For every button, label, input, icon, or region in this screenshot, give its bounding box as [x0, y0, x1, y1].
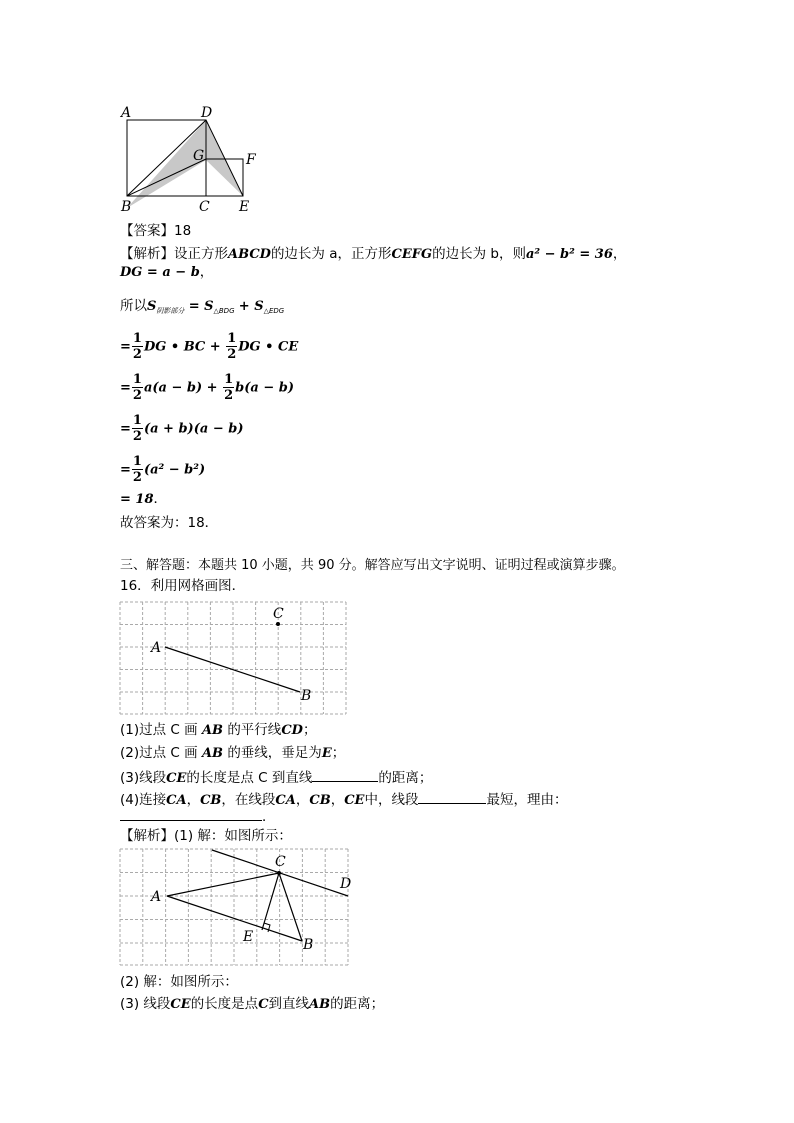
step-4	[120, 454, 205, 485]
analysis-text: ．	[153, 491, 168, 507]
grid2-label-e: E	[243, 929, 254, 945]
q-text: (4)连接	[120, 792, 167, 808]
math-step: b(a − b)	[235, 380, 294, 396]
subquestion-1	[120, 721, 316, 740]
math-ce: CE	[170, 997, 191, 1012]
frac-num: 1	[227, 331, 237, 346]
q-text: ，在线段	[221, 792, 276, 808]
math-ab: AB	[201, 723, 224, 738]
frac-den: 2	[132, 429, 142, 444]
math-ab: AB	[201, 746, 224, 761]
answer-blank[interactable]	[312, 767, 378, 782]
math-step: (a + b)(a − b)	[143, 421, 244, 437]
grid1-label-c: C	[273, 606, 284, 622]
analysis-text: ，	[612, 246, 627, 262]
math-cd: CD	[281, 723, 303, 738]
math-sub: △EDG	[263, 307, 285, 315]
math-eq1: a² − b² = 36	[525, 247, 613, 262]
frac-num: 1	[132, 413, 142, 428]
label-a: A	[121, 105, 132, 121]
math-c: C	[258, 997, 269, 1012]
q-text: ，	[186, 792, 201, 808]
frac-num: 1	[224, 372, 234, 387]
subquestion-4-reason	[120, 806, 276, 827]
frac-den: 2	[224, 388, 234, 403]
math-step: a(a − b) +	[143, 380, 223, 396]
solution-2: (2) 解：如图所示：	[120, 974, 238, 990]
label-g: G	[193, 148, 205, 164]
label-c: C	[199, 199, 210, 215]
q-text: ．	[262, 809, 276, 825]
solution-text: 到直线	[268, 996, 310, 1012]
solution-text: 的长度是点	[190, 996, 259, 1012]
answer-blank[interactable]	[418, 789, 486, 804]
grid2-label-a: A	[151, 889, 162, 905]
frac-num: 1	[132, 331, 142, 346]
segment-cb	[279, 873, 302, 941]
math-eq: = S	[188, 299, 214, 314]
q-text: (3)线段	[120, 770, 167, 786]
math-cb: CB	[200, 793, 222, 808]
label-d: D	[201, 105, 213, 121]
analysis-text: 所以	[120, 298, 147, 314]
math-plus: + S	[238, 299, 264, 314]
segment-ce	[262, 873, 279, 930]
step-1	[120, 331, 298, 362]
analysis-line-1	[120, 245, 626, 264]
frac-den: 2	[132, 470, 142, 485]
solution-text: 的距离；	[330, 996, 385, 1012]
math-eq: =	[120, 462, 131, 478]
answer-line	[120, 222, 191, 241]
point-c	[277, 871, 281, 875]
step-result	[120, 490, 167, 509]
grid2-label-c: C	[275, 854, 286, 870]
fraction	[226, 331, 237, 362]
analysis-text: 设正方形	[174, 246, 228, 262]
math-eq: =	[120, 339, 131, 355]
q-text: ；	[331, 745, 346, 761]
q-text: 的距离；	[378, 770, 433, 786]
math-cefg: CEFG	[391, 247, 433, 262]
q-text: ；	[302, 722, 317, 738]
solution-text: (3) 线段	[120, 996, 171, 1012]
analysis-text: ，	[199, 264, 214, 280]
grid2-label-b: B	[303, 937, 314, 953]
grid1-label-b: B	[301, 688, 312, 704]
math-sub: 阴影部分	[156, 307, 185, 315]
math-sub: △BDG	[213, 307, 235, 315]
reason-blank[interactable]	[120, 806, 262, 821]
math-eq: =	[120, 380, 131, 396]
math-result: = 18	[120, 492, 154, 507]
squares-figure	[115, 100, 265, 218]
fraction	[132, 331, 143, 362]
math-eq: =	[120, 421, 131, 437]
math-ce: CE	[166, 771, 187, 786]
solution-1	[120, 827, 292, 846]
frac-den: 2	[132, 388, 142, 403]
math-ce: CE	[344, 793, 365, 808]
math-ca: CA	[166, 793, 187, 808]
grid-figure-1	[118, 600, 350, 718]
step-2	[120, 372, 294, 403]
q-text: 的平行线	[227, 722, 282, 738]
q-text: 的长度是点 C 到直线	[186, 770, 313, 786]
frac-num: 1	[132, 372, 142, 387]
question-16: 16．利用网格画图．	[120, 578, 246, 594]
math-abcd: ABCD	[228, 247, 271, 262]
math-step: DG • BC +	[143, 339, 226, 355]
q-text: 最短，理由：	[486, 792, 568, 808]
q-text: 中，线段	[364, 792, 419, 808]
math-e: E	[321, 746, 332, 761]
math-step: DG • CE	[238, 339, 299, 355]
q-text: ，	[295, 792, 310, 808]
grid-lines	[120, 849, 348, 965]
grid-figure-2	[118, 846, 358, 968]
grid2-label-d: D	[340, 876, 352, 892]
frac-den: 2	[132, 347, 142, 362]
q-text: 的垂线，垂足为	[227, 745, 322, 761]
q-text: (2)过点 C 画	[120, 745, 198, 761]
point-c	[276, 622, 280, 626]
step-3	[120, 413, 243, 444]
solution-3	[120, 995, 384, 1014]
section-heading: 三、解答题：本题共 10 小题，共 90 分。解答应写出文字说明、证明过程或演算步骤。	[120, 558, 625, 573]
segment-ca	[167, 873, 279, 896]
solution-text: (1) 解：如图所示：	[174, 828, 292, 844]
answer-value: 18	[174, 223, 192, 239]
analysis-tag: 【解析】	[120, 246, 174, 262]
math-step: (a² − b²)	[143, 462, 206, 478]
fraction	[132, 372, 143, 403]
fraction	[223, 372, 234, 403]
answer-tag: 【答案】	[120, 223, 174, 239]
label-e: E	[239, 199, 250, 215]
solution-tag: 【解析】	[120, 828, 174, 844]
grid-lines	[120, 602, 346, 714]
final-answer: 故答案为：18．	[120, 515, 219, 531]
math-ab: AB	[309, 997, 331, 1012]
math-s: S	[147, 299, 157, 314]
analysis-text: 的边长为 b，则	[432, 246, 526, 262]
fraction	[132, 413, 143, 444]
analysis-text: 的边长为 a，正方形	[270, 246, 392, 262]
subquestion-2	[120, 744, 345, 763]
label-b: B	[121, 199, 132, 215]
math-dg: DG = a − b	[120, 265, 200, 280]
grid1-label-a: A	[151, 640, 162, 656]
math-cb: CB	[309, 793, 331, 808]
q-text: ，	[330, 792, 345, 808]
math-ca: CA	[275, 793, 296, 808]
label-f: F	[246, 152, 256, 168]
subquestion-3	[120, 767, 432, 788]
analysis-line-2	[120, 263, 213, 282]
frac-num: 1	[132, 454, 142, 469]
frac-den: 2	[227, 347, 237, 362]
analysis-line-3	[120, 297, 284, 321]
fraction	[132, 454, 143, 485]
q-text: (1)过点 C 画	[120, 722, 198, 738]
